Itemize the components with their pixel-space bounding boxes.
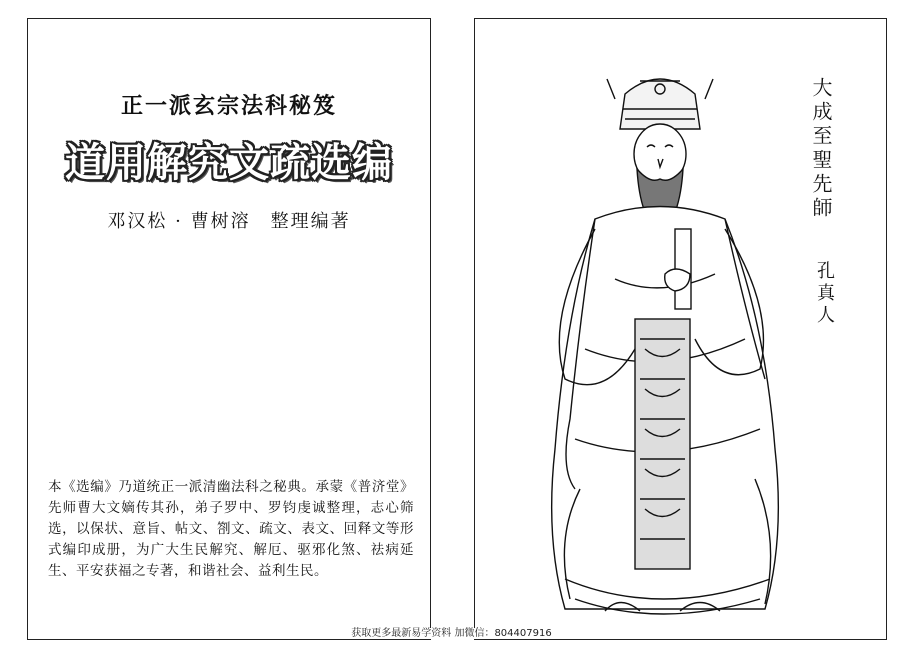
book-authors: 邓汉松 · 曹树溶 整理编著 — [107, 211, 351, 232]
inscription-name: 孔真人 — [814, 261, 835, 327]
inscription-title: 大成至聖先師 — [809, 77, 833, 221]
footer-watermark — [0, 624, 903, 639]
intro-paragraph: 本《选编》乃道统正一派清幽法科之秘典。承蒙《普济堂》先师曹大文嫡传其孙，弟子罗中、罗钧虔诚整理，志心筛选，以保状、意旨、帖文、劄文、疏文、表文、回释文等形式编印成册，为广大生民解究、解厄、驱邪化煞、祛病延生、平安获福之专著，和谐社会、益利生民。 — [48, 479, 414, 579]
crown — [620, 79, 700, 129]
left-page — [27, 18, 431, 640]
right-page — [474, 18, 887, 640]
book-subtitle: 正一派玄宗法科秘笈 — [120, 94, 337, 119]
watermark-text: 获取更多最新易学资料 加微信：804407916 — [351, 628, 552, 639]
book-title: 道用解究文疏选编 — [65, 140, 393, 186]
